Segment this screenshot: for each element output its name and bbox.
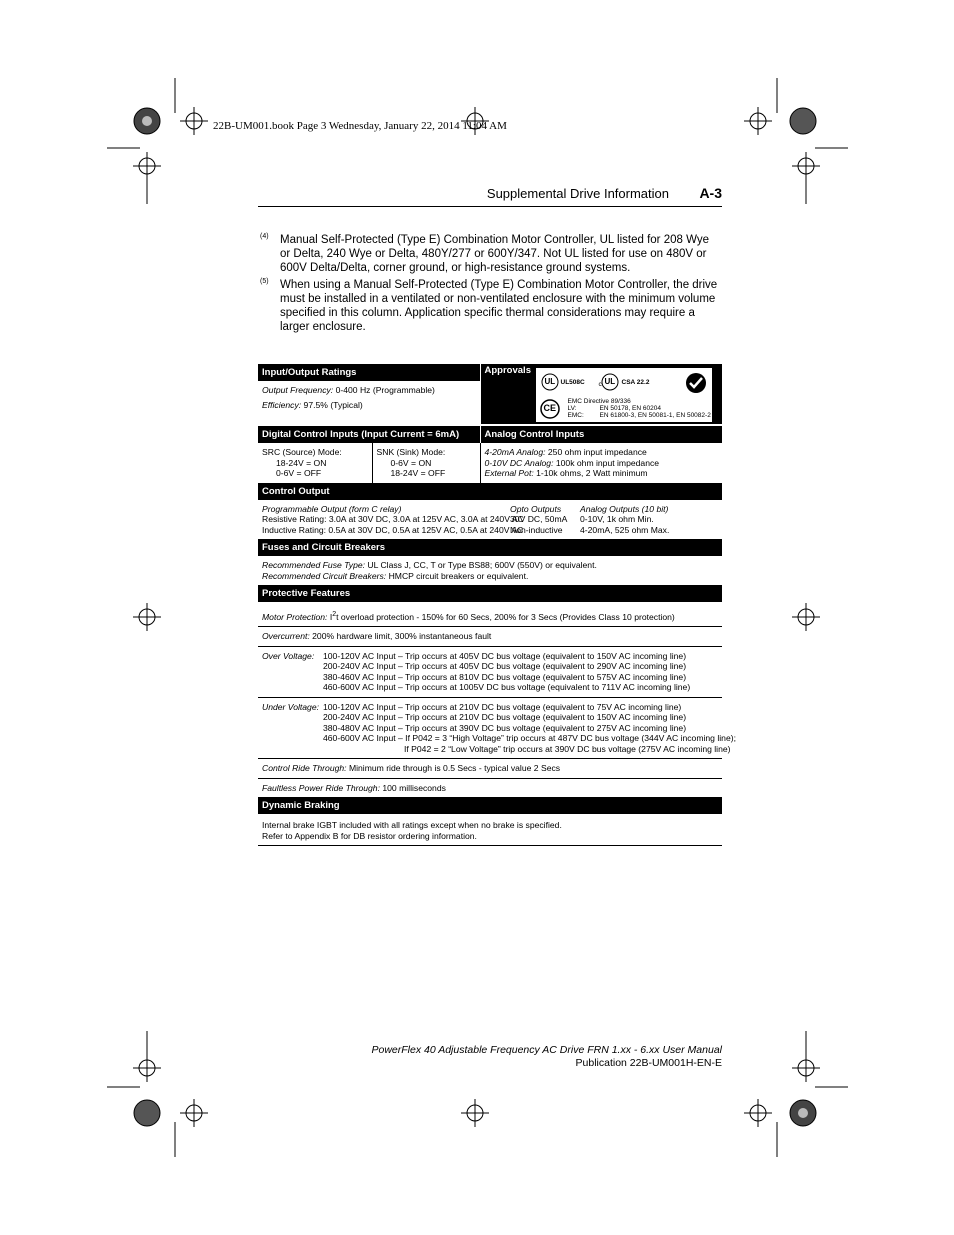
- footnote-text: Manual Self-Protected (Type E) Combination Motor Controller, UL listed for 208 Wye or Delta, 240 Wye or Delta, 480Y/277 or 600Y/347. Not UL listed for use on 480V or 600V Delta/Delta, corner ground, or high-resistance ground systems.: [280, 234, 709, 274]
- snk-mode-title: SNK (Sink) Mode:: [376, 447, 446, 457]
- output-frequency-value: 0-400 Hz (Programmable): [333, 385, 435, 396]
- section-heading-analog-inputs: Analog Control Inputs: [480, 425, 722, 443]
- header-rule: [258, 206, 722, 207]
- external-pot-label: External Pot:: [484, 468, 534, 478]
- ul-mark: UL: [544, 377, 556, 386]
- prepress-slug: 22B-UM001.book Page 3 Wednesday, January 22, 2014 11:04 AM: [213, 120, 507, 132]
- overcurrent-label: Overcurrent:: [262, 631, 310, 642]
- circuit-breaker-label: Recommended Circuit Breakers:: [262, 570, 387, 581]
- opto-rating: 30V DC, 50mA: [510, 514, 568, 524]
- src-off: 0-6V = OFF: [276, 468, 322, 478]
- over-voltage-line: 460-600V AC Input – Trip occurs at 1005V DC bus voltage (equivalent to 711V AC incoming line): [323, 682, 691, 693]
- cul-mark: UL: [604, 377, 616, 386]
- emc-directive: EMC Directive 89/336: [567, 398, 631, 405]
- analog-output-current: 4-20mA, 525 ohm Max.: [580, 524, 670, 535]
- src-mode: [258, 443, 372, 483]
- section-heading-approvals: Approvals: [484, 365, 531, 376]
- under-voltage-line: 380-480V AC Input – Trip occurs at 390V DC bus voltage (equivalent to 275V AC incoming line): [323, 722, 687, 733]
- resistive-rating: Resistive Rating: 3.0A at 30V DC, 3.0A at 125V AC, 3.0A at 240V AC: [262, 514, 524, 524]
- analog-4-20-value: 250 ohm input impedance: [545, 447, 647, 457]
- analog-outputs: [542, 500, 722, 540]
- section-heading-dynamic-braking: Dynamic Braking: [258, 797, 722, 814]
- fuses-body: [258, 556, 722, 585]
- external-pot-value: 1-10k ohms, 2 Watt minimum: [533, 468, 648, 478]
- under-voltage-line: 460-600V AC Input – If P042 = 3 “High Voltage” trip occurs at 487V DC bus voltage (344V AC incoming line);: [323, 733, 736, 744]
- circuit-breaker-value: HMCP circuit breakers or equivalent.: [386, 570, 529, 581]
- overcurrent-value: 200% hardware limit, 300% instantaneous fault: [309, 631, 492, 642]
- overcurrent: [258, 627, 722, 647]
- snk-mode: [372, 443, 480, 483]
- motor-protection: [258, 602, 722, 627]
- motor-protection-sup: 2: [332, 611, 337, 618]
- under-voltage-label: Under Voltage:: [262, 701, 320, 712]
- control-ride-through: [258, 759, 722, 779]
- snk-off: 18-24V = OFF: [390, 468, 446, 478]
- braking-line-1: Internal brake IGBT included with all ratings except when no brake is specified.: [262, 820, 562, 831]
- approvals-cell: [480, 364, 722, 425]
- opto-type: Non-inductive: [510, 524, 563, 535]
- running-header-title: Supplemental Drive Information: [486, 186, 669, 201]
- analog-output-voltage: 0-10V, 1k ohm Min.: [580, 514, 654, 524]
- ride-through-label: Control Ride Through:: [262, 763, 347, 774]
- faultless-ride-through: [258, 778, 722, 797]
- emc-value: EN 61800-3, EN 50081-1, EN 50082-2: [599, 412, 711, 419]
- motor-protection-label: Motor Protection:: [262, 611, 328, 622]
- section-heading-io-ratings: Input/Output Ratings: [258, 364, 480, 381]
- footnote-marker: (5): [260, 278, 269, 285]
- opto-outputs-label: Opto Outputs: [510, 503, 562, 514]
- fuse-type-value: UL Class J, CC, T or Type BS88; 600V (550V) or equivalent.: [365, 560, 597, 570]
- analog-outputs-label: Analog Outputs (10 bit): [580, 503, 669, 514]
- footnote-marker: (4): [260, 233, 269, 240]
- io-ratings-body: [258, 381, 480, 425]
- footnote-text: When using a Manual Self-Protected (Type E) Combination Motor Controller, the drive must be installed in a ventilated or non-ventilated enclosure with the minimum volume specified in this column. Application specific thermal considerations may require a larger enclosure.: [280, 279, 718, 333]
- over-voltage-label: Over Voltage:: [262, 650, 315, 661]
- ride-through-value: Minimum ride through is 0.5 Secs - typical value 2 Secs: [346, 763, 561, 774]
- faultless-label: Faultless Power Ride Through:: [262, 782, 380, 793]
- page-number: A-3: [699, 185, 722, 201]
- output-frequency-label: Output Frequency:: [262, 385, 334, 396]
- footer-manual-title: PowerFlex 40 Adjustable Frequency AC Drive FRN 1.xx - 6.xx User Manual: [371, 1044, 722, 1056]
- specification-table: [258, 364, 736, 846]
- under-voltage-line: If P042 = 2 “Low Voltage” trip occurs at 390V DC bus voltage (275V AC incoming line): [404, 743, 731, 754]
- over-voltage-line: 200-240V AC Input – Trip occurs at 405V DC bus voltage (equivalent to 290V AC incoming line): [323, 661, 687, 672]
- src-mode-title: SRC (Source) Mode:: [262, 447, 342, 457]
- over-voltage-line: 100-120V AC Input – Trip occurs at 405V DC bus voltage (equivalent to 150V AC incoming line): [323, 650, 687, 661]
- efficiency-label: Efficiency:: [262, 399, 302, 410]
- lv-label: LV:: [567, 405, 577, 412]
- motor-protection-value: t overload protection - 150% for 60 Secs, 200% for 3 Secs (Provides Class 10 protection): [336, 611, 675, 622]
- ce-mark: CE: [543, 403, 557, 413]
- motor-protection-i: I: [327, 611, 333, 622]
- fuse-type-label: Recommended Fuse Type:: [262, 560, 366, 570]
- footnote-4: [258, 233, 722, 275]
- src-on: 18-24V = ON: [276, 457, 327, 468]
- under-voltage-line: 200-240V AC Input – Trip occurs at 210V DC bus voltage (equivalent to 150V AC incoming line): [323, 712, 687, 723]
- programmable-output-label: Programmable Output (form C relay): [262, 503, 402, 514]
- over-voltage: [258, 646, 722, 697]
- emc-label: EMC:: [567, 412, 584, 419]
- ul508c-label: UL508C: [560, 379, 585, 386]
- efficiency-value: 97.5% (Typical): [301, 399, 363, 410]
- under-voltage-line: 100-120V AC Input – Trip occurs at 210V DC bus voltage (equivalent to 75V AC incoming line): [323, 701, 682, 712]
- analog-0-10-label: 0-10V DC Analog:: [484, 457, 554, 468]
- faultless-value: 100 milliseconds: [379, 782, 446, 793]
- inductive-rating: Inductive Rating: 0.5A at 30V DC, 0.5A at 125V AC, 0.5A at 240V AC: [262, 524, 524, 535]
- footnote-5: [258, 278, 722, 334]
- analog-0-10-value: 100k ohm input impedance: [553, 457, 660, 468]
- certification-marks: [536, 368, 712, 422]
- csa-label: CSA 22.2: [621, 379, 650, 386]
- cul-c-label: c: [598, 381, 602, 388]
- dynamic-braking-body: [258, 814, 722, 846]
- analog-inputs-body: [480, 443, 722, 483]
- section-heading-digital-inputs: Digital Control Inputs (Input Current = 6mA): [258, 425, 480, 443]
- snk-on: 0-6V = ON: [390, 457, 432, 468]
- under-voltage: [258, 697, 736, 759]
- footer-publication: Publication 22B-UM001H-EN-E: [575, 1057, 722, 1069]
- section-heading-protective: Protective Features: [258, 585, 722, 602]
- over-voltage-line: 380-460V AC Input – Trip occurs at 810V DC bus voltage (equivalent to 575V AC incoming line): [323, 671, 687, 682]
- section-heading-fuses: Fuses and Circuit Breakers: [258, 539, 722, 556]
- section-heading-control-output: Control Output: [258, 483, 722, 500]
- relay-output: [258, 500, 524, 540]
- lv-value: EN 50178, EN 60204: [599, 405, 661, 412]
- braking-line-2: Refer to Appendix B for DB resistor ordering information.: [262, 830, 477, 841]
- analog-4-20-label: 4-20mA Analog:: [484, 447, 546, 457]
